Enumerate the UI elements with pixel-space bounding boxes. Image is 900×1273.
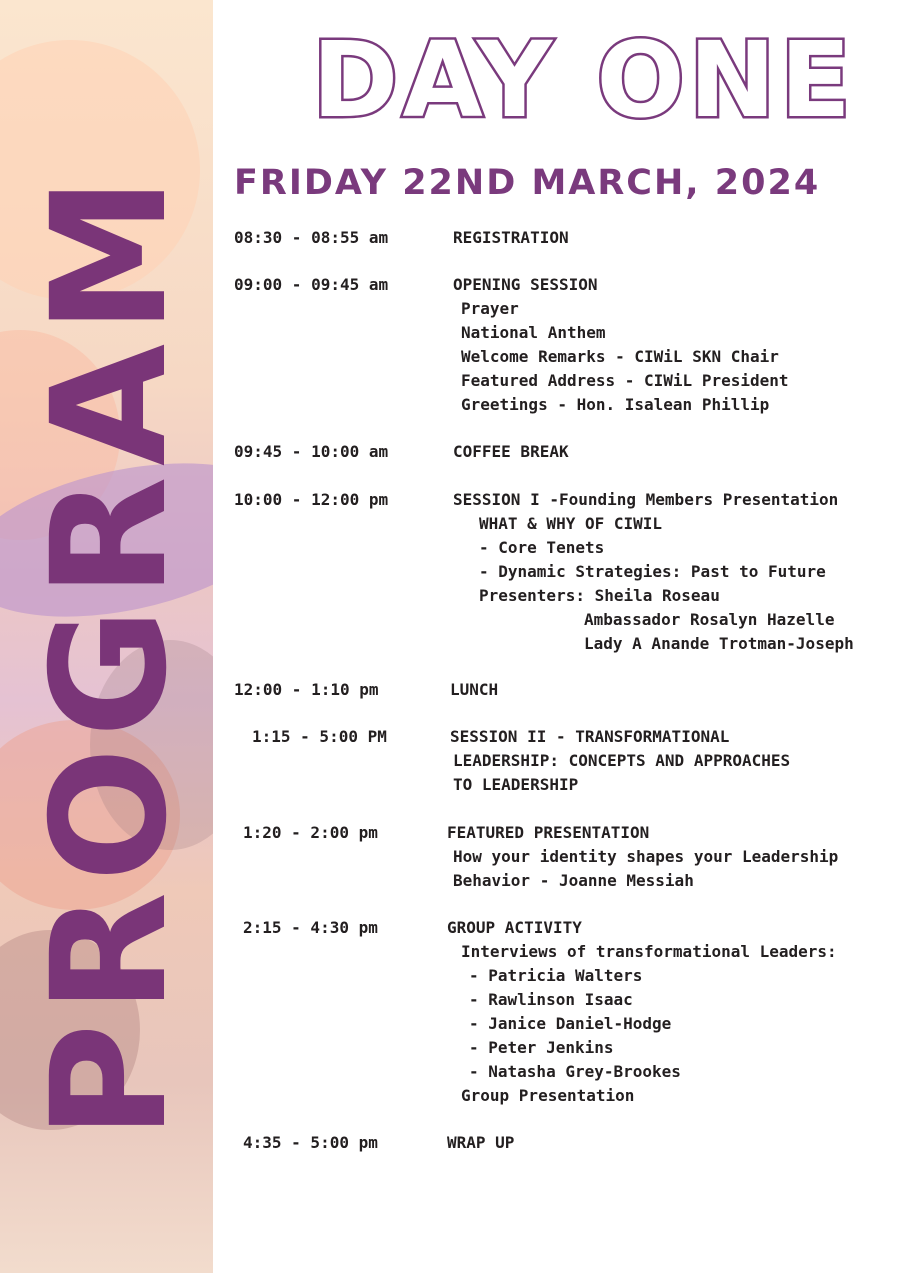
side-panel [0,0,213,1273]
entry-time: 09:45 - 10:00 am [234,442,389,461]
entry-heading: SESSION I -Founding Members Presentation [453,490,839,509]
entry-line: Featured Address - CIWiL President [461,371,789,390]
entry-line: National Anthem [461,323,606,342]
entry-line: Presenters: Sheila Roseau [479,586,720,605]
entry-line: LEADERSHIP: CONCEPTS AND APPROACHES [453,751,791,770]
entry-line: - Peter Jenkins [469,1038,614,1057]
entry-line: Welcome Remarks - CIWiL SKN Chair [461,347,779,366]
entry-line: Behavior - Joanne Messiah [453,871,694,890]
event-date: FRIDAY 22ND MARCH, 2024 [234,163,821,203]
entry-heading: LUNCH [450,680,499,699]
entry-line: - Rawlinson Isaac [469,990,633,1009]
entry-line: - Natasha Grey-Brookes [469,1062,681,1081]
entry-line: Ambassador Rosalyn Hazelle [584,610,835,629]
entry-time: 08:30 - 08:55 am [234,228,389,247]
entry-line: How your identity shapes your Leadership [453,847,839,866]
entry-line: WHAT & WHY OF CIWIL [479,514,663,533]
entry-heading: SESSION II - TRANSFORMATIONAL [450,727,730,746]
entry-time: 10:00 - 12:00 pm [234,490,389,509]
entry-heading: OPENING SESSION [453,275,598,294]
entry-line: - Janice Daniel-Hodge [469,1014,672,1033]
entry-line: Prayer [461,299,519,318]
entry-line: Interviews of transformational Leaders: [461,942,837,961]
entry-time: 4:35 - 5:00 pm [243,1133,378,1152]
entry-line: Greetings - Hon. Isalean Phillip [461,395,770,414]
program-heading: PROGRAM [18,166,202,1140]
entry-time: 09:00 - 09:45 am [234,275,389,294]
entry-line: - Dynamic Strategies: Past to Future [479,562,826,581]
entry-heading: FEATURED PRESENTATION [447,823,650,842]
entry-line: Group Presentation [461,1086,635,1105]
entry-heading: GROUP ACTIVITY [447,918,582,937]
entry-line: TO LEADERSHIP [453,775,579,794]
entry-line: - Core Tenets [479,538,605,557]
entry-time: 2:15 - 4:30 pm [243,918,378,937]
day-title: DAY ONE [312,19,855,141]
entry-time: 12:00 - 1:10 pm [234,680,379,699]
entry-heading: COFFEE BREAK [453,442,569,461]
entry-line: - Patricia Walters [469,966,643,985]
entry-time: 1:15 - 5:00 PM [252,727,387,746]
entry-heading: WRAP UP [447,1133,515,1152]
entry-line: Lady A Anande Trotman-Joseph [584,634,854,653]
entry-time: 1:20 - 2:00 pm [243,823,378,842]
entry-heading: REGISTRATION [453,228,569,247]
